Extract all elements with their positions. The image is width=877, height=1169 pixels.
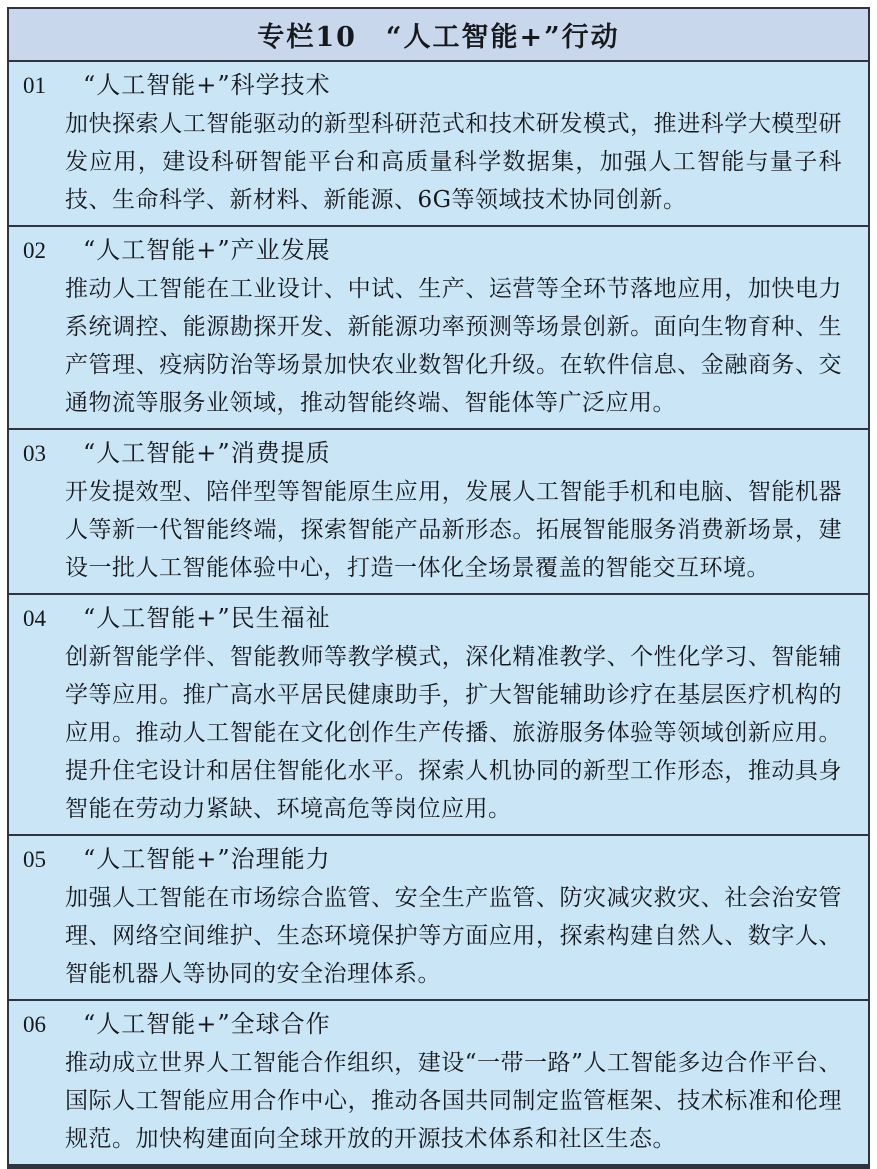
section-number: 06 — [23, 1012, 46, 1037]
section-title-row — [9, 66, 868, 105]
section-number: 04 — [23, 606, 46, 631]
section-number: 05 — [23, 847, 46, 872]
section-02-industry-development — [9, 225, 868, 428]
section-title-row — [9, 840, 868, 879]
section-title: “人工智能+”产业发展 — [83, 236, 331, 264]
section-title-row — [9, 231, 868, 270]
section-body: 加强人工智能在市场综合监管、安全生产监管、防灾减灾救灾、社会治安管理、网络空间维护、生态环境保护等方面应用，探索构建自然人、数字人、智能机器人等协同的安全治理体系。 — [65, 885, 842, 987]
section-06-global-cooperation — [9, 999, 868, 1164]
section-title-row — [9, 599, 868, 638]
section-title-row — [9, 1005, 868, 1044]
section-05-governance-capacity — [9, 834, 868, 999]
section-number: 02 — [23, 238, 46, 263]
section-title: “人工智能+”民生福祉 — [83, 604, 331, 632]
section-title-row — [9, 434, 868, 473]
section-body: 推动人工智能在工业设计、中试、生产、运营等全环节落地应用，加快电力系统调控、能源勘探开发、新能源功率预测等场景创新。面向生物育种、生产管理、疫病防治等场景加快农业数智化升级。在软件信息、金融商务、交通物流等服务业领域，推动智能终端、智能体等广泛应用。 — [65, 276, 842, 416]
section-body: 开发提效型、陪伴型等智能原生应用，发展人工智能手机和电脑、智能机器人等新一代智能终端，探索智能产品新形态。拓展智能服务消费新场景，建设一批人工智能体验中心，打造一体化全场景覆盖的智能交互环境。 — [65, 479, 842, 581]
section-title: “人工智能+”科学技术 — [83, 71, 331, 99]
section-title: “人工智能+”消费提质 — [83, 439, 331, 467]
section-04-livelihood-welfare — [9, 593, 868, 834]
section-body: 加快探索人工智能驱动的新型科研范式和技术研发模式，推进科学大模型研发应用，建设科研智能平台和高质量科学数据集，加强人工智能与量子科技、生命科学、新材料、新能源、6G等领域技术协同创新。 — [65, 111, 842, 213]
panel-title: 专栏10 “人工智能+”行动 — [9, 9, 868, 62]
section-title: “人工智能+”治理能力 — [83, 845, 331, 873]
section-03-consumption-quality — [9, 428, 868, 593]
section-body: 推动成立世界人工智能合作组织，建设“一带一路”人工智能多边合作平台、国际人工智能应用合作中心，推动各国共同制定监管框架、技术标准和伦理规范。加快构建面向全球开放的开源技术体系和社区生态。 — [65, 1050, 842, 1152]
section-01-science-technology — [9, 62, 868, 225]
section-title: “人工智能+”全球合作 — [83, 1010, 331, 1038]
section-body: 创新智能学伴、智能教师等教学模式，深化精准教学、个性化学习、智能辅学等应用。推广高水平居民健康助手，扩大智能辅助诊疗在基层医疗机构的应用。推动人工智能在文化创作生产传播、旅游服务体验等领域创新应用。提升住宅设计和居住智能化水平。探索人机协同的新型工作形态，推动具身智能在劳动力紧缺、环境高危等岗位应用。 — [65, 644, 842, 822]
section-number: 03 — [23, 441, 46, 466]
ai-plus-action-panel — [7, 7, 870, 1169]
section-number: 01 — [23, 73, 46, 98]
